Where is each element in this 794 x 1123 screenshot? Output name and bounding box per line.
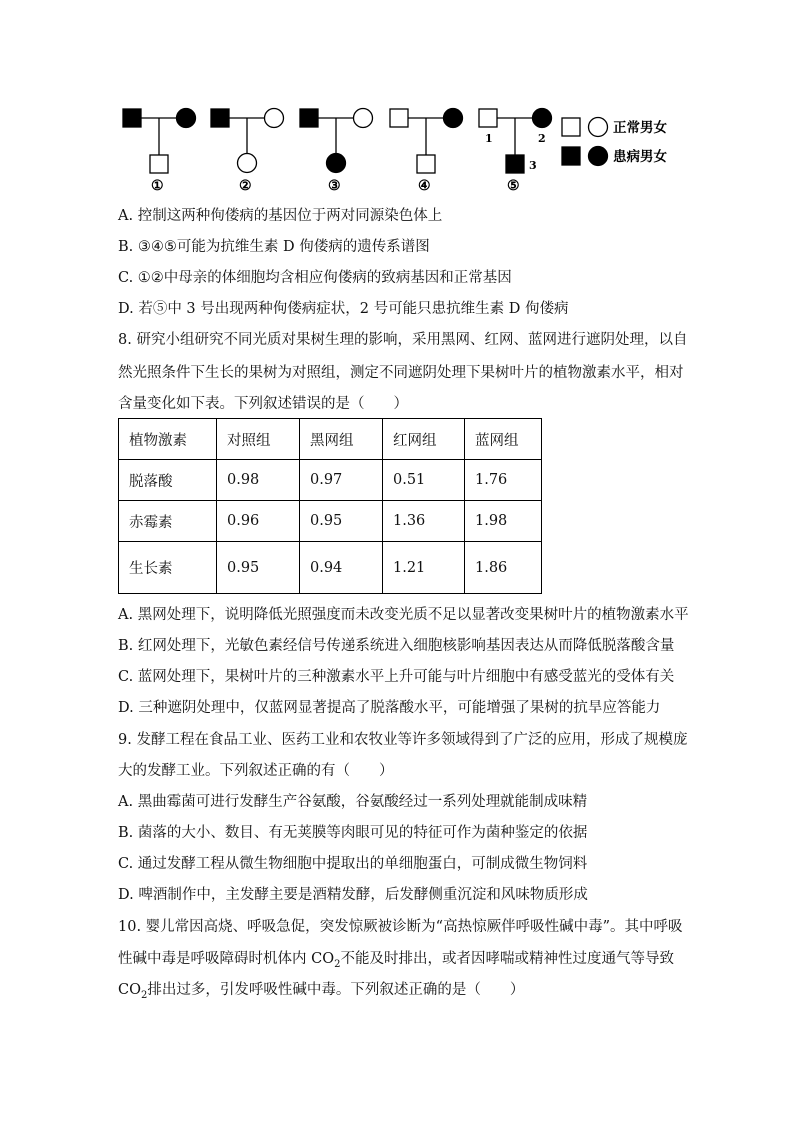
q10-stem-line-2 <box>118 949 674 975</box>
normal-male-symbol <box>417 155 435 173</box>
normal-male-symbol <box>390 109 408 127</box>
table-cell: 1.21 <box>383 542 465 594</box>
q7-option-d: D. 若⑤中 3 号出现两种佝偻病症状，2 号可能只患抗维生素 D 佝偻病 <box>118 301 569 317</box>
pedigree-family-1 <box>123 109 196 174</box>
normal-male-symbol <box>479 109 497 127</box>
table-header-cell: 红网组 <box>383 419 465 460</box>
table-cell: 0.98 <box>217 460 300 501</box>
q10-line-3-text: CO <box>118 982 141 998</box>
pedigree-family-2 <box>211 109 284 173</box>
q8-stem-line-1: 8. 研究小组研究不同光质对果树生理的影响，采用黑网、红网、蓝网进行遮阴处理，以自 <box>118 332 688 348</box>
family-label-1: ① <box>151 178 164 194</box>
q10-line-2-subscript: 2 <box>334 958 341 970</box>
q9-option-d: D. 啤酒制作中，主发酵主要是酒精发酵，后发酵侧重沉淀和风味物质形成 <box>118 887 588 903</box>
table-cell: 0.95 <box>300 501 383 542</box>
q10-line-3-subscript: 2 <box>140 989 148 1001</box>
pedigree-legend <box>562 118 608 166</box>
q9-option-b: B. 菌落的大小、数目、有无荚膜等肉眼可见的特征可作为菌种鉴定的依据 <box>118 825 588 841</box>
affected-male-symbol <box>123 109 141 127</box>
q10-line-2-text-cont: 不能及时排出，或者因哮喘或精神性过度通气等导致 <box>340 951 674 967</box>
table-header-cell: 对照组 <box>217 419 300 460</box>
table-cell: 0.97 <box>300 460 383 501</box>
q9-stem-line-1: 9. 发酵工程在食品工业、医药工业和农牧业等许多领域得到了广泛的应用，形成了规模庞 <box>118 732 688 748</box>
pedigree-figure <box>0 0 794 200</box>
q8-stem-line-3: 含量变化如下表。下列叙述错误的是（ ） <box>118 396 408 412</box>
table-header-cell: 蓝网组 <box>465 419 542 460</box>
affected-male-symbol <box>300 109 318 127</box>
q10-line-2-text: 性碱中毒是呼吸障碍时机体内 CO <box>118 951 335 967</box>
legend-affected-label: 患病男女 <box>613 149 667 165</box>
family-label-2: ② <box>239 178 252 194</box>
normal-male-symbol <box>150 155 168 173</box>
q10-stem-line-3 <box>118 980 524 1006</box>
q10-line-3-text-cont: 排出过多，引发呼吸性碱中毒。下列叙述正确的是（ ） <box>147 982 525 998</box>
legend-affected-female-symbol <box>589 147 608 166</box>
q9-stem-line-2: 大的发酵工业。下列叙述正确的有（ ） <box>118 763 394 779</box>
table-cell: 生长素 <box>119 542 217 594</box>
affected-female-symbol <box>177 109 196 128</box>
hormone-table <box>118 418 542 594</box>
member-number-1: 1 <box>485 132 493 145</box>
affected-female-symbol <box>533 109 552 128</box>
member-number-2: 2 <box>538 132 546 145</box>
normal-female-symbol <box>265 109 284 128</box>
normal-female-symbol <box>354 109 373 128</box>
table-cell: 脱落酸 <box>119 460 217 501</box>
table-header-row <box>119 419 542 460</box>
q8-stem-line-2: 然光照条件下生长的果树为对照组，测定不同遮阴处理下果树叶片的植物激素水平，相对 <box>118 365 684 381</box>
legend-affected-male-symbol <box>562 147 580 165</box>
affected-female-symbol <box>327 154 346 173</box>
pedigree-family-3 <box>300 109 373 173</box>
q9-option-c: C. 通过发酵工程从微生物细胞中提取出的单细胞蛋白，可制成微生物饲料 <box>118 856 588 872</box>
q7-option-b: B. ③④⑤可能为抗维生素 D 佝偻病的遗传系谱图 <box>118 239 430 255</box>
table-row <box>119 460 542 501</box>
q8-option-d: D. 三种遮阴处理中，仅蓝网显著提高了脱落酸水平，可能增强了果树的抗旱应答能力 <box>118 700 661 716</box>
legend-normal-male-symbol <box>562 118 580 136</box>
table-cell: 0.94 <box>300 542 383 594</box>
table-cell: 0.51 <box>383 460 465 501</box>
q8-option-c: C. 蓝网处理下，果树叶片的三种激素水平上升可能与叶片细胞中有感受蓝光的受体有关 <box>118 669 675 685</box>
affected-female-symbol <box>444 109 463 128</box>
q9-option-a: A. 黑曲霉菌可进行发酵生产谷氨酸，谷氨酸经过一系列处理就能制成味精 <box>118 794 588 810</box>
pedigree-family-4 <box>390 109 463 174</box>
table-cell: 1.76 <box>465 460 542 501</box>
table-cell: 1.98 <box>465 501 542 542</box>
legend-normal-label: 正常男女 <box>613 120 667 136</box>
family-label-5: ⑤ <box>507 178 520 194</box>
table-cell: 0.96 <box>217 501 300 542</box>
family-label-3: ③ <box>328 178 341 194</box>
q7-option-a: A. 控制这两种佝偻病的基因位于两对同源染色体上 <box>118 208 443 224</box>
affected-male-symbol <box>506 155 524 173</box>
table-cell: 赤霉素 <box>119 501 217 542</box>
member-number-3: 3 <box>529 159 537 172</box>
table-row <box>119 542 542 594</box>
table-cell: 1.36 <box>383 501 465 542</box>
table-cell: 0.95 <box>217 542 300 594</box>
family-label-4: ④ <box>418 178 431 194</box>
legend-normal-female-symbol <box>589 118 608 137</box>
q10-stem-line-1: 10. 婴儿常因高烧、呼吸急促，突发惊厥被诊断为“高热惊厥伴呼吸性碱中毒”。其中呼吸 <box>118 919 683 935</box>
q7-option-c: C. ①②中母亲的体细胞均含相应佝偻病的致病基因和正常基因 <box>118 270 512 286</box>
affected-male-symbol <box>211 109 229 127</box>
normal-female-symbol <box>238 154 257 173</box>
q8-option-a: A. 黑网处理下，说明降低光照强度而未改变光质不足以显著改变果树叶片的植物激素水平 <box>118 607 689 623</box>
table-header-cell: 植物激素 <box>119 419 217 460</box>
table-cell: 1.86 <box>465 542 542 594</box>
table-header-cell: 黑网组 <box>300 419 383 460</box>
q8-option-b: B. 红网处理下，光敏色素经信号传递系统进入细胞核影响基因表达从而降低脱落酸含量 <box>118 638 675 654</box>
table-row <box>119 501 542 542</box>
